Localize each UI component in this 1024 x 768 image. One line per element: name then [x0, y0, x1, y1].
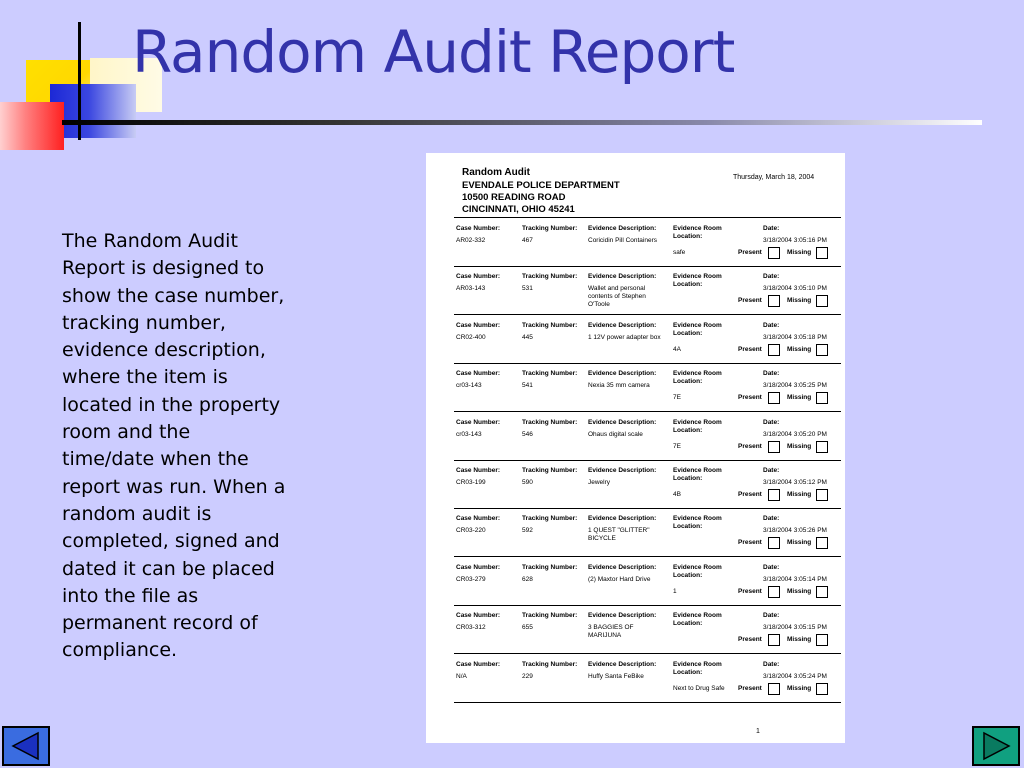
- location-value: 4A: [673, 345, 681, 353]
- location-value: safe: [673, 249, 686, 256]
- case-number-value: CR03-312: [456, 624, 486, 632]
- date-value: 3/18/2004 3:05:14 PM: [763, 575, 827, 583]
- missing-label: Missing: [787, 636, 812, 644]
- missing-label: Missing: [787, 684, 812, 692]
- date-label: Date:: [763, 660, 780, 668]
- date-value: 3/18/2004 3:05:12 PM: [763, 479, 827, 486]
- missing-checkbox: [816, 344, 828, 356]
- tracking-number-label: Tracking Number:: [522, 467, 578, 474]
- evidence-description-value: O'Toole: [588, 301, 610, 309]
- evidence-description-label: Evidence Description:: [588, 321, 657, 329]
- evidence-description-label: Evidence Description:: [588, 612, 657, 620]
- evidence-description-label: Evidence Description:: [588, 370, 657, 378]
- evidence-description-value: MARIJUNA: [588, 632, 622, 640]
- evidence-description-value: Jewelry: [588, 479, 611, 486]
- missing-checkbox: [816, 247, 828, 259]
- case-number-label: Case Number:: [456, 612, 501, 620]
- missing-label: Missing: [787, 442, 812, 450]
- date-label: Date:: [763, 563, 780, 571]
- tracking-number-value: 546: [522, 430, 533, 438]
- triangle-right-icon: [974, 728, 1018, 764]
- present-label: Present: [738, 442, 762, 450]
- tracking-number-value: 628: [522, 575, 533, 583]
- location-label: Location:: [673, 281, 703, 289]
- present-checkbox: [768, 441, 780, 453]
- missing-checkbox: [816, 634, 828, 646]
- date-value: 3/18/2004 3:05:15 PM: [763, 624, 827, 632]
- case-number-value: cr03-143: [456, 382, 482, 390]
- evidence-description-label: Evidence Description:: [588, 418, 657, 426]
- present-checkbox: [768, 247, 780, 259]
- tracking-number-label: Tracking Number:: [522, 563, 578, 571]
- case-number-value: CR03-199: [456, 479, 486, 486]
- case-number-label: Case Number:: [456, 273, 501, 281]
- missing-checkbox: [816, 392, 828, 404]
- case-number-label: Case Number:: [456, 563, 501, 571]
- tracking-number-label: Tracking Number:: [522, 225, 578, 232]
- report-page-image: [426, 153, 845, 743]
- report-record: [454, 460, 841, 509]
- present-label: Present: [738, 297, 762, 305]
- report-record: [454, 363, 841, 412]
- evidence-room-label: Evidence Room: [673, 418, 722, 426]
- evidence-room-label: Evidence Room: [673, 563, 722, 571]
- missing-checkbox: [816, 441, 828, 453]
- evidence-description-label: Evidence Description:: [588, 563, 657, 571]
- present-label: Present: [738, 394, 762, 402]
- location-value: Next to Drug Safe: [673, 684, 725, 692]
- report-record: [454, 412, 841, 461]
- present-label: Present: [738, 684, 762, 692]
- previous-slide-button[interactable]: [2, 726, 50, 766]
- missing-label: Missing: [787, 249, 812, 256]
- tracking-number-value: 467: [522, 237, 533, 244]
- present-label: Present: [738, 249, 762, 256]
- case-number-label: Case Number:: [456, 660, 501, 668]
- case-number-value: cr03-143: [456, 430, 482, 438]
- present-label: Present: [738, 345, 762, 353]
- evidence-description-value: Ohaus digital scale: [588, 430, 643, 438]
- present-label: Present: [738, 491, 762, 498]
- location-label: Location:: [673, 620, 703, 628]
- evidence-room-label: Evidence Room: [673, 225, 722, 232]
- present-label: Present: [738, 587, 762, 595]
- report-heading: Random Audit: [462, 167, 530, 178]
- missing-label: Missing: [787, 587, 812, 595]
- date-value: 3/18/2004 3:05:16 PM: [763, 237, 827, 244]
- report-record: [454, 557, 841, 606]
- case-number-value: CR03-220: [456, 527, 486, 535]
- location-value: 7E: [673, 394, 681, 402]
- evidence-room-label: Evidence Room: [673, 515, 722, 523]
- case-number-label: Case Number:: [456, 467, 501, 474]
- report-city: CINCINNATI, OHIO 45241: [462, 204, 575, 215]
- evidence-room-label: Evidence Room: [673, 273, 722, 281]
- title-underline: [62, 120, 982, 125]
- evidence-description-value: 1 12V power adapter box: [588, 333, 661, 341]
- evidence-description-label: Evidence Description:: [588, 467, 657, 474]
- evidence-room-label: Evidence Room: [673, 321, 722, 329]
- date-label: Date:: [763, 370, 780, 378]
- date-value: 3/18/2004 3:05:26 PM: [763, 527, 827, 535]
- report-record: [454, 654, 841, 703]
- date-label: Date:: [763, 418, 780, 426]
- date-label: Date:: [763, 515, 780, 523]
- case-number-value: CR02-400: [456, 333, 486, 341]
- location-value: 4B: [673, 491, 681, 498]
- location-label: Location:: [673, 378, 703, 386]
- case-number-value: CR03-279: [456, 575, 486, 583]
- case-number-value: N/A: [456, 672, 467, 680]
- present-checkbox: [768, 537, 780, 549]
- evidence-room-label: Evidence Room: [673, 467, 722, 474]
- evidence-description-value: Wallet and personal: [588, 285, 646, 293]
- date-label: Date:: [763, 612, 780, 620]
- present-label: Present: [738, 636, 762, 644]
- tracking-number-label: Tracking Number:: [522, 515, 578, 523]
- date-value: 3/18/2004 3:05:25 PM: [763, 382, 827, 390]
- present-checkbox: [768, 683, 780, 695]
- tracking-number-label: Tracking Number:: [522, 321, 578, 329]
- report-department: EVENDALE POLICE DEPARTMENT: [462, 180, 620, 191]
- slide-body-text: The Random Audit Report is designed to show the case number, tracking number, evidence description, where the item is located in the property room and the time/date when the report was run. When a random audit is completed, signed and dated it can be placed into the file as permanent record of compliance.: [62, 230, 286, 662]
- case-number-label: Case Number:: [456, 370, 501, 378]
- tracking-number-label: Tracking Number:: [522, 612, 578, 620]
- present-checkbox: [768, 586, 780, 598]
- decorative-red-square: [0, 102, 64, 150]
- report-address: 10500 READING ROAD: [462, 192, 566, 203]
- location-label: Location:: [673, 668, 703, 676]
- missing-checkbox: [816, 683, 828, 695]
- tracking-number-label: Tracking Number:: [522, 418, 578, 426]
- date-label: Date:: [763, 467, 780, 474]
- missing-checkbox: [816, 295, 828, 307]
- date-value: 3/18/2004 3:05:10 PM: [763, 285, 827, 293]
- report-record: [454, 218, 841, 267]
- case-number-label: Case Number:: [456, 515, 501, 523]
- case-number-label: Case Number:: [456, 418, 501, 426]
- tracking-number-value: 541: [522, 382, 533, 390]
- present-checkbox: [768, 634, 780, 646]
- date-value: 3/18/2004 3:05:24 PM: [763, 672, 827, 680]
- case-number-value: AR02-332: [456, 237, 486, 244]
- date-value: 3/18/2004 3:05:20 PM: [763, 430, 827, 438]
- date-label: Date:: [763, 273, 780, 281]
- evidence-room-label: Evidence Room: [673, 660, 722, 668]
- evidence-description-label: Evidence Description:: [588, 660, 657, 668]
- evidence-description-value: Coricidin Pill Containers: [588, 237, 657, 244]
- evidence-description-value: BICYCLE: [588, 535, 616, 543]
- present-checkbox: [768, 344, 780, 356]
- tracking-number-value: 531: [522, 285, 533, 293]
- present-checkbox: [768, 295, 780, 307]
- present-checkbox: [768, 489, 780, 501]
- tracking-number-value: 655: [522, 624, 533, 632]
- triangle-left-icon: [4, 728, 48, 764]
- case-number-value: AR03-143: [456, 285, 486, 293]
- location-value: 7E: [673, 442, 681, 450]
- evidence-description-value: 3 BAGGIES OF: [588, 624, 634, 632]
- evidence-description-value: Nexia 35 mm camera: [588, 382, 650, 390]
- tracking-number-value: 592: [522, 527, 533, 535]
- evidence-description-value: contents of Stephen: [588, 293, 646, 301]
- missing-label: Missing: [787, 394, 812, 402]
- tracking-number-label: Tracking Number:: [522, 370, 578, 378]
- missing-label: Missing: [787, 297, 812, 305]
- tracking-number-value: 445: [522, 333, 533, 341]
- slide-title: Random Audit Report: [132, 18, 735, 86]
- present-label: Present: [738, 539, 762, 547]
- next-slide-button[interactable]: [972, 726, 1020, 766]
- evidence-description-value: Huffy Santa FeBike: [588, 672, 644, 680]
- tracking-number-value: 590: [522, 479, 533, 486]
- missing-label: Missing: [787, 539, 812, 547]
- evidence-description-label: Evidence Description:: [588, 225, 657, 232]
- evidence-description-label: Evidence Description:: [588, 515, 657, 523]
- location-label: Location:: [673, 233, 703, 240]
- tracking-number-label: Tracking Number:: [522, 660, 578, 668]
- evidence-room-label: Evidence Room: [673, 370, 722, 378]
- tracking-number-value: 229: [522, 672, 533, 680]
- case-number-label: Case Number:: [456, 321, 501, 329]
- location-label: Location:: [673, 329, 703, 337]
- location-label: Location:: [673, 475, 703, 482]
- report-record: [454, 266, 841, 315]
- missing-label: Missing: [787, 491, 812, 498]
- evidence-description-value: (2) Maxtor Hard Drive: [588, 575, 651, 583]
- missing-checkbox: [816, 586, 828, 598]
- date-label: Date:: [763, 321, 780, 329]
- evidence-description-value: 1 QUEST "GLITTER": [588, 527, 650, 535]
- evidence-room-label: Evidence Room: [673, 612, 722, 620]
- present-checkbox: [768, 392, 780, 404]
- missing-label: Missing: [787, 345, 812, 353]
- evidence-description-label: Evidence Description:: [588, 273, 657, 281]
- case-number-label: Case Number:: [456, 225, 501, 232]
- missing-checkbox: [816, 537, 828, 549]
- location-label: Location:: [673, 571, 703, 579]
- date-value: 3/18/2004 3:05:18 PM: [763, 333, 827, 341]
- location-label: Location:: [673, 426, 703, 434]
- report-record: [454, 315, 841, 364]
- date-label: Date:: [763, 225, 780, 232]
- report-run-date: Thursday, March 18, 2004: [733, 174, 815, 181]
- location-value: 1: [673, 587, 677, 595]
- missing-checkbox: [816, 489, 828, 501]
- report-page-number: 1: [756, 728, 760, 735]
- location-label: Location:: [673, 523, 703, 531]
- report-record: [454, 508, 841, 557]
- report-record: [454, 605, 841, 654]
- tracking-number-label: Tracking Number:: [522, 273, 578, 281]
